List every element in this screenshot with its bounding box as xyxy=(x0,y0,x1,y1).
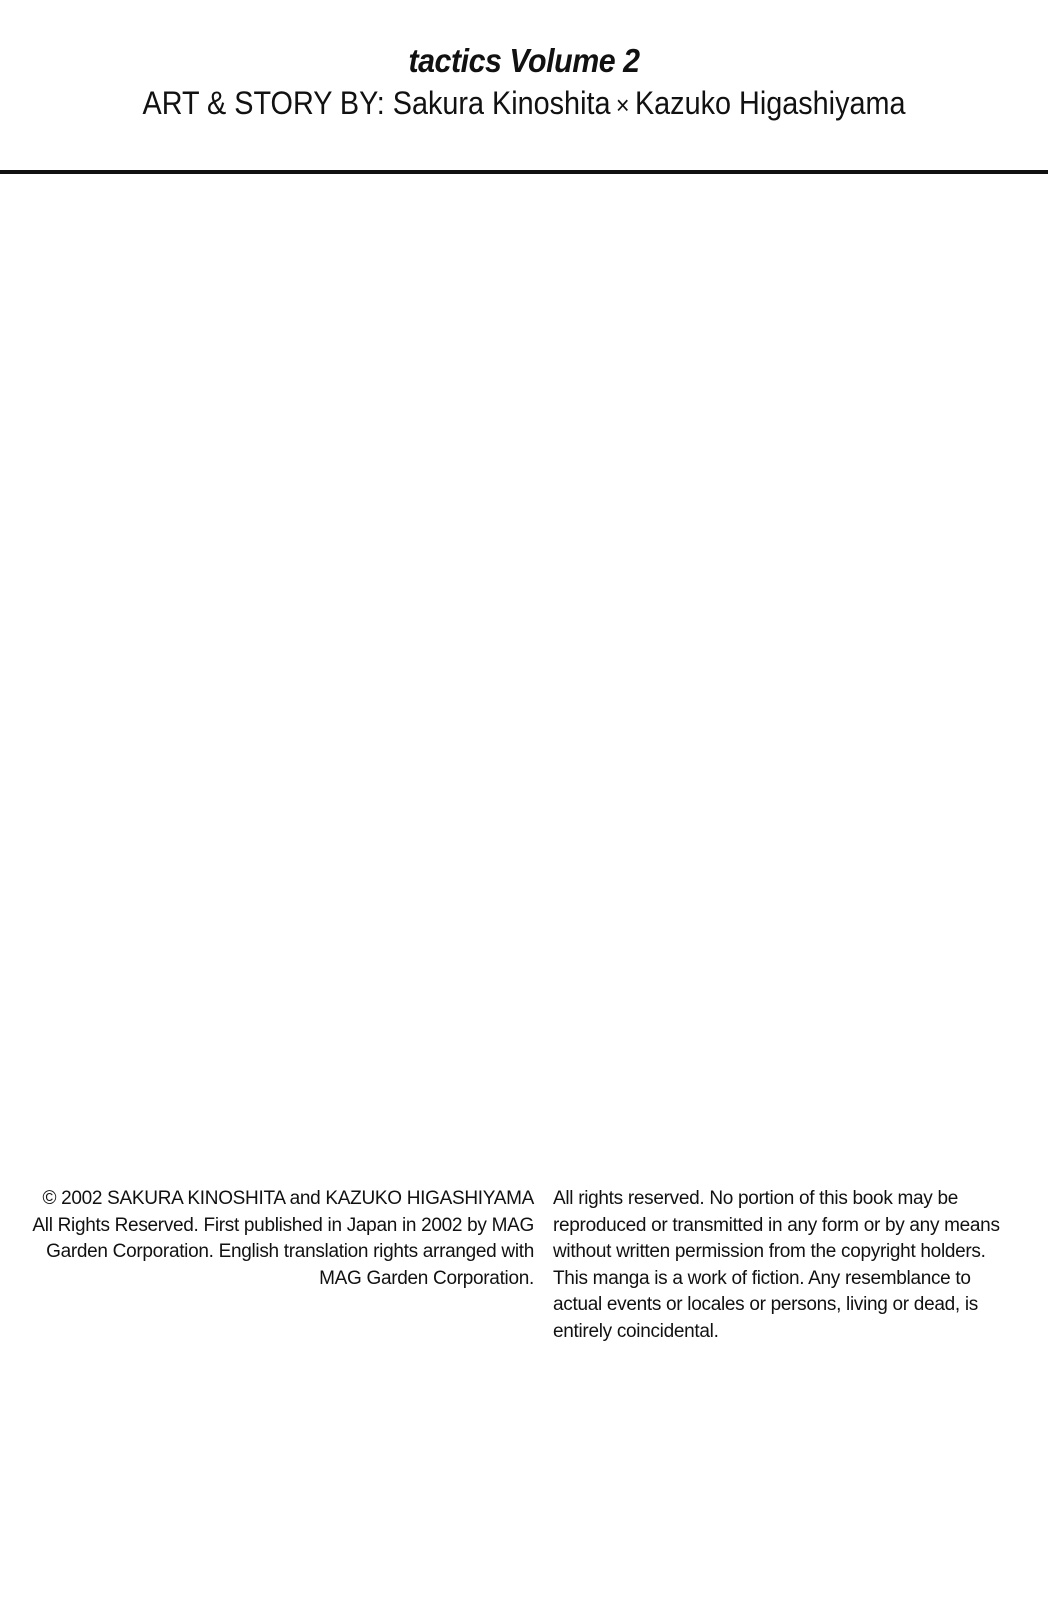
credits-writer: Kazuko Higashiyama xyxy=(634,85,906,121)
credits-artist: ART & STORY BY: Sakura Kinoshita xyxy=(142,85,611,121)
copyright-block xyxy=(30,1186,534,1292)
header-divider xyxy=(0,170,1048,174)
disclaimer-block xyxy=(553,1186,1023,1345)
page-header xyxy=(0,40,1048,126)
disclaimer-text: All rights reserved. No portion of this book may be reproduced or transmitted in any form or by any means without written permission from the copyright holders. This manga is a work of fiction. Any resemblance to actual events or locales or persons, living or dead, is entirely coincidental. xyxy=(553,1188,1000,1342)
credits-separator: × xyxy=(615,90,630,120)
copyright-notice: © 2002 SAKURA KINOSHITA and KAZUKO HIGASHIYAMA All Rights Reserved. First published in Japan in 2002 by MAG Garden Corporation. English translation rights arranged with MAG Garden Corporation. xyxy=(32,1188,534,1289)
credits-line xyxy=(52,82,995,126)
book-title: tactics Volume 2 xyxy=(408,42,640,79)
